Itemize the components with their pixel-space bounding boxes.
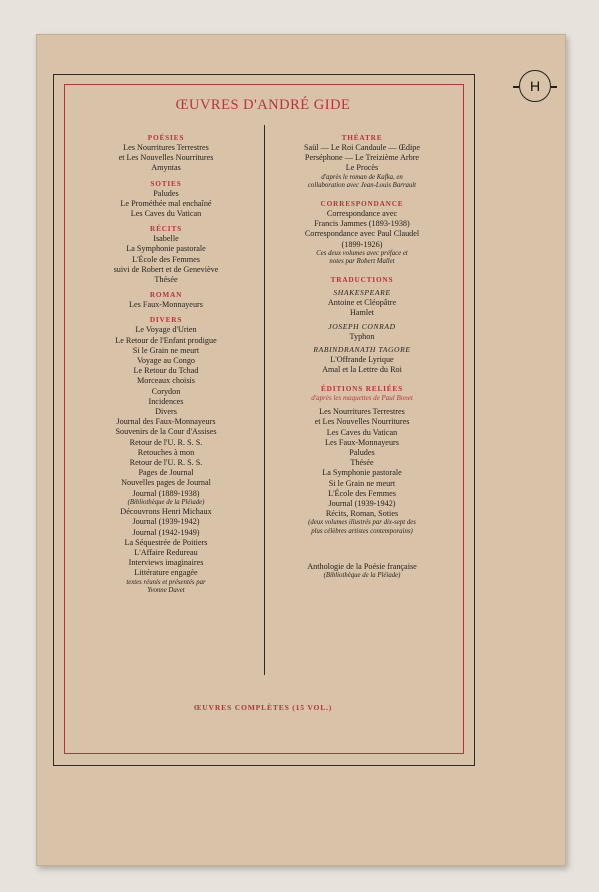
right-column xyxy=(268,128,456,580)
list-item: L'Affaire Redureau xyxy=(134,547,198,557)
section-heading-divers: DIVERS xyxy=(149,315,183,325)
section-heading-correspondance: CORRESPONDANCE xyxy=(320,199,404,209)
list-item: Littérature engagée xyxy=(134,568,198,578)
list-item: La Symphonie pastorale xyxy=(322,468,402,478)
author-name: JOSEPH CONRAD xyxy=(328,321,396,331)
section-heading-reliees: ÉDITIONS RELIÉES xyxy=(321,384,403,394)
section-heading-poesies: POÉSIES xyxy=(147,133,185,142)
page-title: ŒUVRES D'ANDRÉ GIDE xyxy=(175,97,351,113)
list-item: Journal (1939-1942) xyxy=(132,517,200,527)
list-item: Les Nourritures Terrestres xyxy=(319,407,405,417)
italic-note: d'après le roman de Kafka, en xyxy=(321,173,403,181)
list-item: Perséphone — Le Treizième Arbre xyxy=(304,153,420,163)
list-item: Le Prométhée mal enchaîné xyxy=(120,198,212,208)
list-item: Amyntas xyxy=(151,163,181,173)
list-item: Le Retour de l'Enfant prodigue xyxy=(115,335,217,345)
list-item: Souvenirs de la Cour d'Assises xyxy=(115,427,217,437)
left-column xyxy=(72,128,260,595)
list-item: La Symphonie pastorale xyxy=(126,244,206,254)
list-item: Isabelle xyxy=(153,234,179,244)
italic-note: Ces deux volumes avec préface et xyxy=(316,249,408,257)
list-item: Francis Jammes (1893-1938) xyxy=(314,219,410,229)
section-heading-theatre: THÉATRE xyxy=(341,133,383,142)
list-item: Voyage au Congo xyxy=(136,356,196,366)
list-item: Anthologie de la Poésie française xyxy=(307,561,417,571)
italic-note: plus célèbres artistes contemporains) xyxy=(311,527,413,535)
publisher-logo-letter: H xyxy=(529,78,541,94)
list-item: (1899-1926) xyxy=(341,239,383,249)
author-name: SHAKESPEARE xyxy=(333,288,391,298)
list-item: Journal (1939-1942) xyxy=(328,499,396,509)
list-item: Découvrons Henri Michaux xyxy=(120,507,212,517)
list-item: Les Faux-Monnayeurs xyxy=(129,300,203,310)
italic-note: collaboration avec Jean-Louis Barrault xyxy=(307,181,417,189)
list-item: Hamlet xyxy=(349,308,375,318)
list-item: Paludes xyxy=(153,188,179,198)
list-item: Retour de l'U. R. S. S. xyxy=(129,458,203,468)
list-item: Journal des Faux-Monnayeurs xyxy=(116,417,216,427)
list-item: Si le Grain ne meurt xyxy=(328,478,396,488)
section-heading-recits: RÉCITS xyxy=(150,224,182,234)
list-item: Le Voyage d'Urien xyxy=(135,325,197,335)
italic-note: (Bibliothèque de la Pléiade) xyxy=(127,498,205,506)
list-item: Pages de Journal xyxy=(138,468,194,478)
italic-note: (Bibliothèque de la Pléiade) xyxy=(323,572,401,580)
list-item: Incidences xyxy=(148,396,184,406)
list-item: Les Faux-Monnayeurs xyxy=(325,437,399,447)
list-item: Les Caves du Vatican xyxy=(130,209,202,219)
list-item: Correspondance avec Paul Claudel xyxy=(304,229,420,239)
list-item: Retour de l'U. R. S. S. xyxy=(129,437,203,447)
italic-note: textes réunis et présentés par xyxy=(126,578,206,586)
list-item: Thésée xyxy=(154,275,178,285)
list-item: Corydon xyxy=(151,386,181,396)
list-item: et Les Nouvelles Nourritures xyxy=(314,417,410,427)
list-item: Le Retour du Tchad xyxy=(133,366,199,376)
section-heading-soties: SOTIES xyxy=(150,178,182,188)
list-item: Morceaux choisis xyxy=(137,376,195,386)
list-item: Journal (1942-1949) xyxy=(132,527,200,537)
author-name: RABINDRANATH TAGORE xyxy=(313,344,411,354)
section-subtitle: d'après les maquettes de Paul Bonet xyxy=(311,394,413,403)
list-item: Paludes xyxy=(349,448,375,458)
publisher-logo-icon xyxy=(519,70,551,102)
list-item: Interviews imaginaires xyxy=(128,558,204,568)
list-item: Antoine et Cléopâtre xyxy=(327,298,397,308)
list-item: Les Caves du Vatican xyxy=(326,427,398,437)
list-item: Nouvelles pages de Journal xyxy=(121,478,211,488)
list-item: Récits, Roman, Soties xyxy=(325,509,399,519)
list-item: Saül — Le Roi Candaule — Œdipe xyxy=(304,143,420,152)
list-item: et Les Nouvelles Nourritures xyxy=(118,153,214,163)
list-item: Typhon xyxy=(349,331,375,341)
list-item: Les Nourritures Terrestres xyxy=(123,143,209,152)
column-divider xyxy=(264,125,265,675)
list-item: Le Procès xyxy=(345,163,379,173)
list-item: La Séquestrée de Poitiers xyxy=(124,537,208,547)
list-item: Thésée xyxy=(350,458,374,468)
list-item: Divers xyxy=(155,407,177,417)
list-item: Correspondance avec xyxy=(326,209,398,219)
italic-note: notes par Robert Mallet xyxy=(329,258,395,266)
italic-note: Yvonne Davet xyxy=(147,586,185,594)
list-item: Journal (1889-1938) xyxy=(132,488,200,498)
list-item: Si le Grain ne meurt xyxy=(132,345,200,355)
section-heading-traductions: TRADUCTIONS xyxy=(330,275,394,285)
list-item: L'École des Femmes xyxy=(132,254,200,264)
list-item: Retouches à mon xyxy=(137,447,195,457)
list-item: Amal et la Lettre du Roi xyxy=(322,365,402,375)
footer-complete-works: ŒUVRES COMPLÈTES (15 VOL.) xyxy=(193,703,333,712)
section-heading-roman: ROMAN xyxy=(149,290,183,300)
italic-note: (deux volumes illustrés par dix-sept des xyxy=(308,519,416,527)
list-item: suivi de Robert et de Geneviève xyxy=(113,264,219,274)
list-item: L'Offrande Lyrique xyxy=(330,354,394,364)
list-item: L'École des Femmes xyxy=(328,488,396,498)
